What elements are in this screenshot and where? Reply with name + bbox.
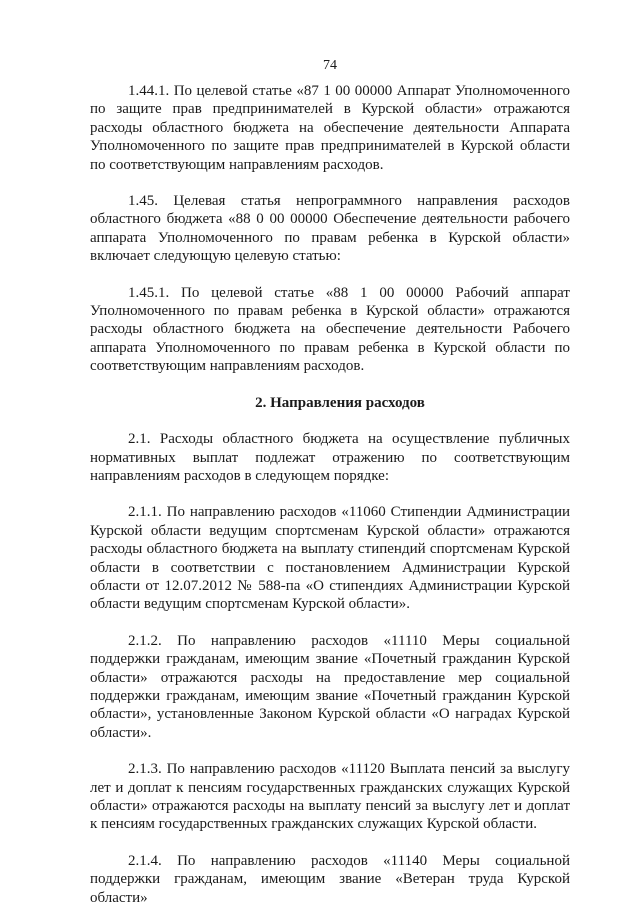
- document-body: [90, 82, 570, 907]
- paragraph-2-1-3: 2.1.3. По направлению расходов «11120 Выплата пенсий за выслугу лет и доплат к пенсиям государственных гражданских служащих Курской области» отражаются расходы на выплату пенсий за выслугу лет и доплат к пенсиям государственных гражданских служащих Курской области.: [90, 761, 570, 833]
- page-number: 74: [323, 58, 337, 73]
- paragraph-2-1: 2.1. Расходы областного бюджета на осуществление публичных нормативных выплат подлежат отражению по соответствующим направлениям расходов в следующем порядке:: [90, 431, 570, 484]
- paragraph-2-1-4: 2.1.4. По направлению расходов «11140 Меры социальной поддержки гражданам, имеющим звание «Ветеран труда Курской области»: [90, 852, 570, 906]
- section-heading: 2. Направления расходов: [255, 394, 425, 411]
- paragraph-1-45-1: 1.45.1. По целевой статье «88 1 00 00000 Рабочий аппарат Уполномоченного по правам ребенка в Курской области» отражаются расходы областного бюджета на обеспечение деятельности Рабочего аппарата Уполномоченного по правам ребенка в Курской области по соответствующим направлениям расходов.: [90, 284, 570, 375]
- paragraph-2-1-1: 2.1.1. По направлению расходов «11060 Стипендии Администрации Курской области ведущим спортсменам Курской области» отражаются расходы областного бюджета на выплату стипендий спортсменам Курской области в соответствии с постановлением Администрации Курской области от 12.07.2012 № 588-па «О стипендиях Администрации Курской области ведущим спортсменам Курской области».: [90, 504, 570, 613]
- paragraph-1-44-1: 1.44.1. По целевой статье «87 1 00 00000 Аппарат Уполномоченного по защите прав предпринимателей в Курской области» отражаются расходы областного бюджета на обеспечение деятельности Аппарата Уполномоченного по защите прав предпринимателей в Курской области по соответствующим направлениям расходов.: [90, 83, 570, 173]
- paragraph-2-1-2: 2.1.2. По направлению расходов «11110 Меры социальной поддержки гражданам, имеющим звание «Почетный гражданин Курской области» отражаются расходы на предоставление мер социальной поддержки гражданам, имеющим звание «Почетный гражданин Курской области», установленные Законом Курской области «О наградах Курской области».: [90, 632, 570, 741]
- paragraph-1-45: 1.45. Целевая статья непрограммного направления расходов областного бюджета «88 0 00 00000 Обеспечение деятельности рабочего аппарата Уполномоченного по правам ребенка в Курской области» включает следующую целевую статью:: [90, 193, 570, 265]
